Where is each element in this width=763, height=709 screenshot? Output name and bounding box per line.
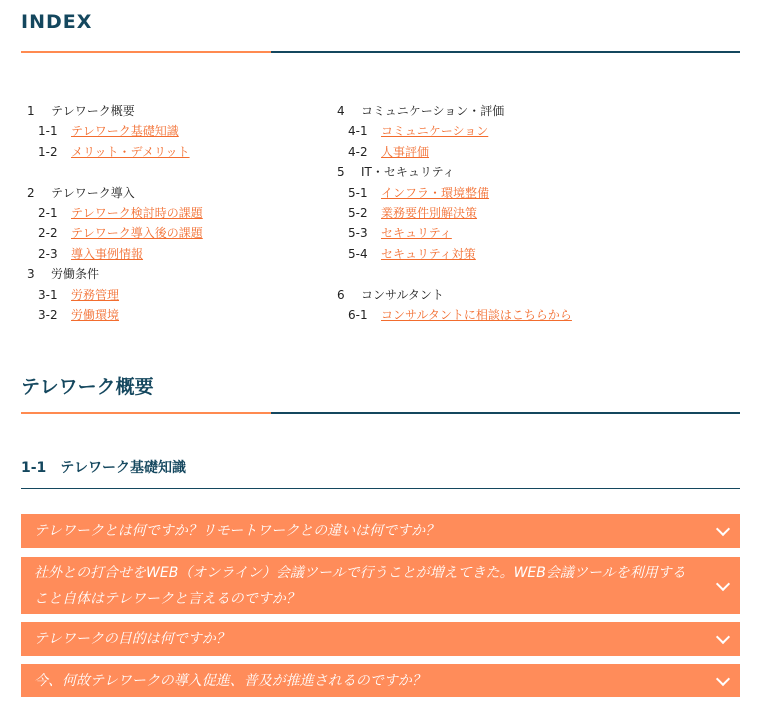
toc-right-column: [337, 101, 717, 325]
toc-link-3-2[interactable]: 労働環境: [71, 307, 120, 322]
toc-group-3: [27, 264, 317, 325]
toc-link-3-1[interactable]: 労務管理: [71, 287, 120, 302]
toc-link-2-2[interactable]: テレワーク導入後の課題: [71, 226, 203, 241]
toc-link-1-1[interactable]: テレワーク基礎知識: [71, 124, 179, 139]
faq-question: 今、何故テレワークの導入促進、普及が推進されるのですか？: [34, 672, 426, 689]
subsection-title: 1-1 テレワーク基礎知識: [21, 460, 187, 476]
subsection-divider: [21, 488, 740, 489]
toc-group-1: [27, 101, 317, 162]
toc-heading-1: 1 テレワーク概要: [27, 104, 135, 118]
toc-item-1-2: 1-2 メリット・デメリット: [38, 144, 190, 159]
faq-question: テレワークの目的は何ですか？: [34, 631, 230, 647]
faq-item[interactable]: [21, 664, 740, 697]
toc-heading-2: 2 テレワーク導入: [27, 185, 135, 200]
faq-question: 社外との打合せをWEB（オンライン）会議ツールで行うことが増えてきた。WEB会議ツールを利用すること自体はテレワークと言えるのですか？: [34, 564, 686, 607]
toc-item-3-2: 3-2 労働環境: [38, 307, 120, 322]
faq-item[interactable]: [21, 622, 740, 656]
toc-item-5-2: 5-2 業務要件別解決策: [348, 205, 478, 220]
toc-group-5: [337, 162, 717, 264]
toc-link-2-3[interactable]: 導入事例情報: [71, 246, 144, 261]
toc-heading-6: 6 コンサルタント: [337, 287, 444, 302]
toc-item-4-2: 4-2 人事評価: [348, 144, 430, 159]
toc-group-6: [337, 285, 717, 326]
chevron-down-icon[interactable]: [716, 522, 730, 536]
chevron-down-icon[interactable]: [716, 671, 730, 685]
toc-group-2: [27, 183, 317, 265]
toc-heading-4: 4 コミュニケーション・評価: [337, 104, 505, 118]
toc-left-column: [27, 101, 317, 325]
toc-item-5-1: 5-1 インフラ・環境整備: [348, 185, 490, 200]
toc-item-6-1: 6-1 コンサルタントに相談はこちらから: [348, 307, 572, 322]
toc-group-4: [337, 101, 717, 162]
toc-item-4-1: 4-1 コミュニケーション: [348, 124, 489, 139]
index-title: INDEX: [21, 11, 93, 33]
toc-link-5-4[interactable]: セキュリティ対策: [381, 246, 476, 261]
toc-heading-5: 5 IT・セキュリティ: [337, 165, 455, 180]
chevron-down-icon[interactable]: [716, 630, 730, 644]
faq-item[interactable]: [21, 514, 740, 548]
index-divider: [21, 51, 740, 53]
section-divider-accent: [21, 412, 271, 414]
toc-link-1-2[interactable]: メリット・デメリット: [71, 144, 190, 159]
section-divider: [21, 412, 740, 414]
toc-link-5-3[interactable]: セキュリティ: [381, 226, 452, 241]
section-title: テレワーク概要: [21, 376, 154, 398]
toc-link-4-2[interactable]: 人事評価: [381, 144, 430, 159]
toc-item-2-1: 2-1 テレワーク検討時の課題: [38, 205, 203, 220]
index-divider-accent: [21, 51, 271, 53]
toc-link-2-1[interactable]: テレワーク検討時の課題: [71, 205, 203, 220]
toc-item-2-2: 2-2 テレワーク導入後の課題: [38, 226, 203, 241]
faq-question: テレワークとは何ですか？リモートワークとの違いは何ですか？: [34, 523, 440, 539]
toc-item-5-4: 5-4 セキュリティ対策: [348, 246, 476, 261]
toc-item-5-3: 5-3 セキュリティ: [348, 226, 452, 241]
faq-item[interactable]: [21, 557, 740, 614]
toc-item-1-1: 1-1 テレワーク基礎知識: [38, 124, 179, 139]
toc-heading-3: 3 労働条件: [27, 267, 100, 282]
toc-link-5-1[interactable]: インフラ・環境整備: [381, 185, 490, 200]
toc-link-6-1[interactable]: コンサルタントに相談はこちらから: [381, 307, 572, 322]
toc-item-2-3: 2-3 導入事例情報: [38, 246, 144, 261]
toc-link-4-1[interactable]: コミュニケーション: [381, 124, 489, 139]
toc-item-3-1: 3-1 労務管理: [38, 287, 120, 302]
chevron-down-icon[interactable]: [716, 576, 730, 590]
toc-link-5-2[interactable]: 業務要件別解決策: [381, 205, 478, 220]
